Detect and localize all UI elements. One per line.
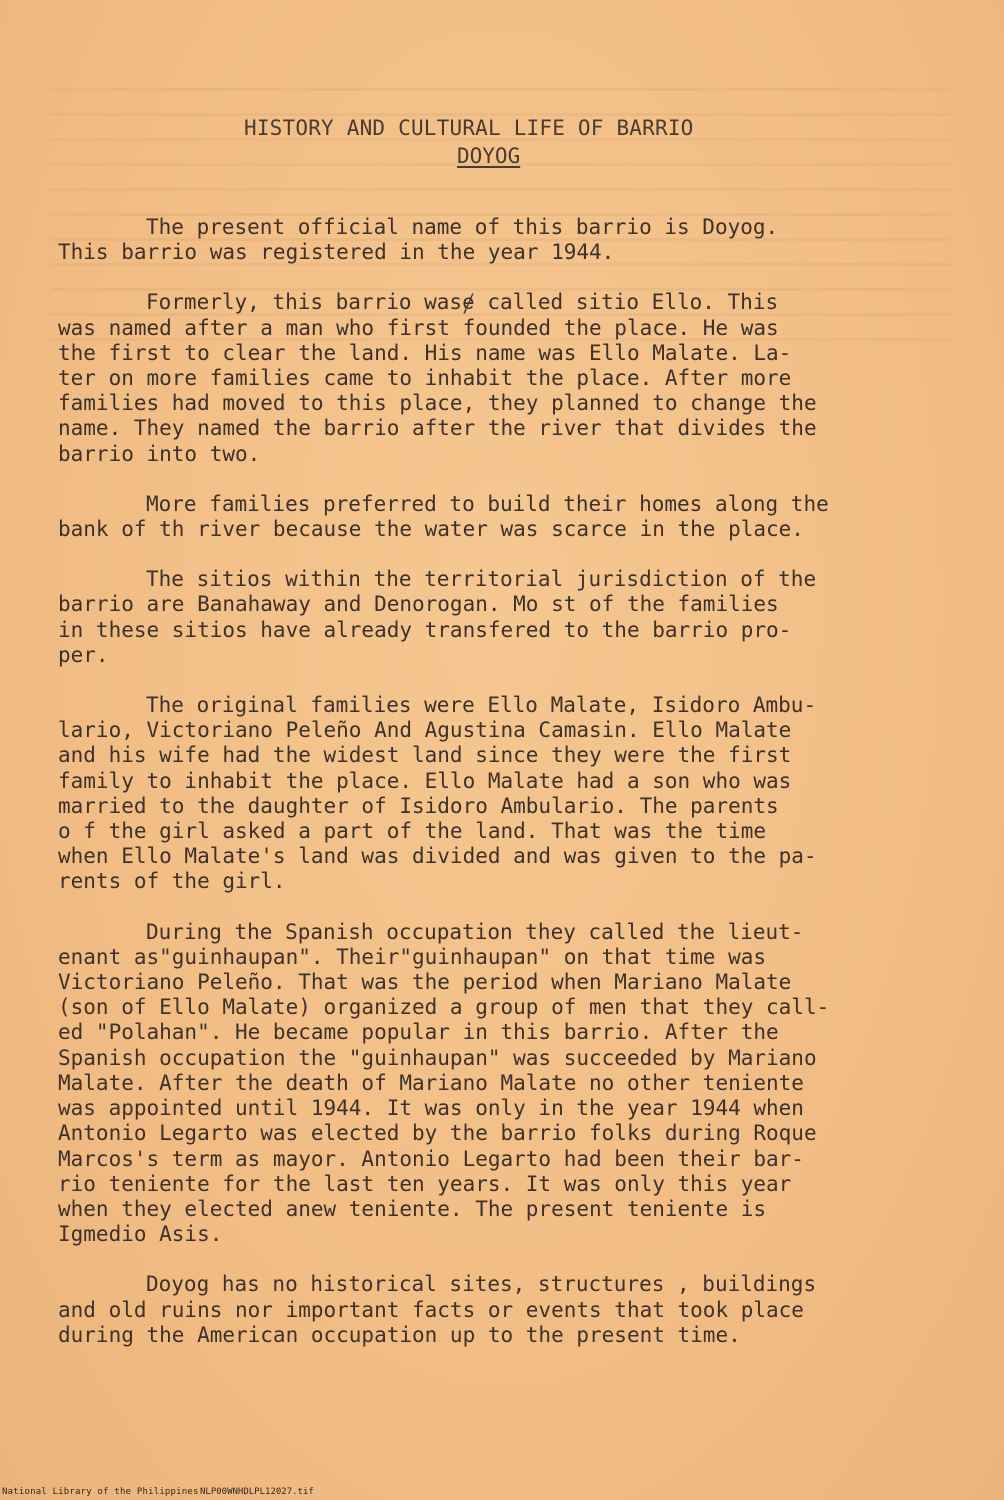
footer-filename: NLP00WNHDLPL12027.tif — [200, 1487, 314, 1497]
document-title: HISTORY AND CULTURAL LIFE OF BARRIO — [244, 116, 694, 140]
paragraph: More families preferred to build their homes along the bank of th river because the water was scarce in the place. — [58, 491, 829, 542]
paragraph: The sitios within the territorial jurisdiction of the barrio are Banahaway and Denorogan. Mo st of the families in these sitios have already transfered to the barrio pro- per. — [58, 567, 817, 667]
paragraph: The present official name of this barrio is Doyog. This barrio was registered in the year 1944. — [58, 215, 779, 265]
paragraph: Formerly, this barrio wasɇ called sitio Ello. This was named after a man who first founded the place. He was the first to clear the land. His name was Ello Malate. La- ter on more families came to inhabit the place. After more families had moved to this place, they planned to change the name. They named the barrio after the river that divides the barrio into two. — [58, 290, 817, 466]
document-body — [58, 215, 968, 1373]
document-subtitle: DOYOG — [457, 144, 521, 168]
paragraph: During the Spanish occupation they called the lieut- enant as"guinhaupan". Their"guinhaupan" on that time was Victoriano Peleño. That was the period when Mariano Malate (son of Ello Malate) organized a group of men that they call- ed "Polahan". He became popular in this barrio. After the Spanish occupation the "guinhaupan" was succeeded by Mariano Malate. After the death of Mariano Malate no other teniente was appointed until 1944. It was only in the year 1944 when Antonio Legarto was elected by the barrio folks during Roque Marcos's term as mayor. Antonio Legarto had been their bar- rio teniente for the last ten years. It was only this year when they elected anew teniente. The present teniente is Igmedio Asis. — [58, 919, 830, 1247]
paragraph: Doyog has no historical sites, structures , buildings and old ruins nor important facts or events that took place during the American occupation up to the present time. — [58, 1272, 817, 1347]
footer-library: National Library of the Philippines — [2, 1487, 199, 1497]
paragraph: The original families were Ello Malate, Isidoro Ambu- lario, Victoriano Peleño And Agustina Camasin. Ello Malate and his wife had the widest land since they were the first family to inhabit the place. Ello Malate had a son who was married to the daughter of Isidoro Ambulario. The parents o f the girl asked a part of the land. That was the time when Ello Malate's land was divided and was given to the pa- rents of the girl. — [58, 693, 817, 894]
